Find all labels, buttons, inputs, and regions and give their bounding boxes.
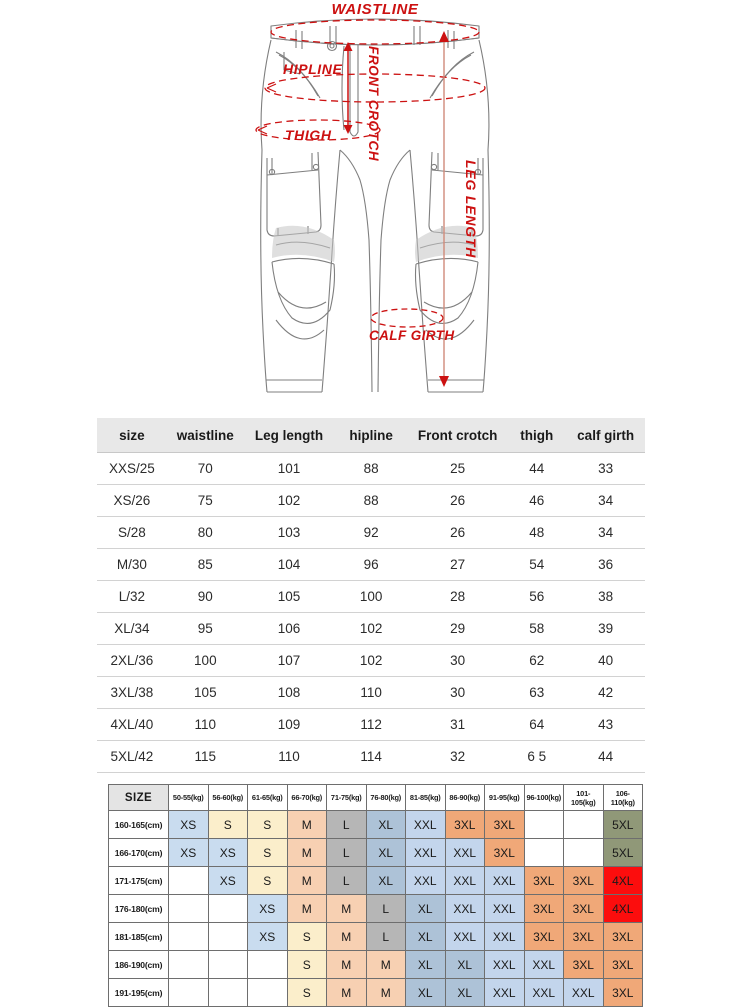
height-row-label: 181-185(cm) xyxy=(109,923,169,951)
cell-hipline: 114 xyxy=(334,741,408,773)
weight-column-header: 101-105(kg) xyxy=(564,785,604,811)
size-cell: 3XL xyxy=(485,839,525,867)
cell-size: 5XL/42 xyxy=(97,741,167,773)
cell-calf-girth: 33 xyxy=(566,453,645,485)
size-cell: 3XL xyxy=(485,811,525,839)
cell-waistline: 110 xyxy=(167,709,244,741)
label-front-crotch: FRONT CROTCH xyxy=(366,46,381,162)
size-cell: XXL xyxy=(406,839,446,867)
size-cell: XL xyxy=(445,979,485,1007)
height-row-label: 191-195(cm) xyxy=(109,979,169,1007)
col-header-calf-girth: calf girth xyxy=(566,418,645,453)
size-cell: 4XL xyxy=(603,867,643,895)
size-cell: XL xyxy=(406,951,446,979)
height-row-label: 166-170(cm) xyxy=(109,839,169,867)
cell-front-crotch: 28 xyxy=(408,581,507,613)
size-cell-empty xyxy=(564,811,604,839)
size-cell: XL xyxy=(366,867,406,895)
cell-calf-girth: 40 xyxy=(566,645,645,677)
size-matrix-row xyxy=(109,923,643,951)
cell-thigh: 48 xyxy=(507,517,566,549)
size-cell: XXL xyxy=(406,867,446,895)
cell-size: XL/34 xyxy=(97,613,167,645)
size-cell-empty xyxy=(169,923,209,951)
size-cell: 3XL xyxy=(603,923,643,951)
cell-thigh: 6 5 xyxy=(507,741,566,773)
size-cell: XXL xyxy=(445,839,485,867)
size-matrix-row xyxy=(109,979,643,1007)
cell-hipline: 96 xyxy=(334,549,408,581)
size-matrix-body xyxy=(109,811,643,1007)
size-cell: M xyxy=(327,895,367,923)
table-row xyxy=(97,709,645,741)
size-cell: M xyxy=(287,895,327,923)
size-matrix-container xyxy=(108,784,643,1007)
size-cell: XS xyxy=(248,895,288,923)
size-cell: L xyxy=(327,867,367,895)
table-row xyxy=(97,453,645,485)
cell-hipline: 92 xyxy=(334,517,408,549)
cell-leg-length: 103 xyxy=(244,517,334,549)
size-cell: XS xyxy=(169,811,209,839)
cell-hipline: 88 xyxy=(334,453,408,485)
size-cell: 3XL xyxy=(564,923,604,951)
cell-calf-girth: 36 xyxy=(566,549,645,581)
cell-size: L/32 xyxy=(97,581,167,613)
size-cell: L xyxy=(327,839,367,867)
cell-hipline: 110 xyxy=(334,677,408,709)
size-cell-empty xyxy=(524,811,564,839)
cell-thigh: 56 xyxy=(507,581,566,613)
cell-size: XXS/25 xyxy=(97,453,167,485)
cell-size: XS/26 xyxy=(97,485,167,517)
col-header-thigh: thigh xyxy=(507,418,566,453)
size-matrix-row xyxy=(109,951,643,979)
size-cell-empty xyxy=(169,895,209,923)
weight-column-header: 56-60(kg) xyxy=(208,785,248,811)
size-cell: M xyxy=(327,951,367,979)
label-leg-length: LEG LENGTH xyxy=(463,160,479,259)
size-cell-empty xyxy=(169,979,209,1007)
cell-leg-length: 106 xyxy=(244,613,334,645)
size-cell: S xyxy=(287,979,327,1007)
size-cell-empty xyxy=(208,979,248,1007)
size-cell: 3XL xyxy=(564,867,604,895)
size-cell: XS xyxy=(248,923,288,951)
size-cell: 3XL xyxy=(524,923,564,951)
size-cell: 3XL xyxy=(564,895,604,923)
col-header-front-crotch: Front crotch xyxy=(408,418,507,453)
table-row xyxy=(97,581,645,613)
size-cell-empty xyxy=(169,867,209,895)
cell-calf-girth: 38 xyxy=(566,581,645,613)
cell-leg-length: 101 xyxy=(244,453,334,485)
size-cell: M xyxy=(287,811,327,839)
cell-calf-girth: 42 xyxy=(566,677,645,709)
table-row xyxy=(97,485,645,517)
size-matrix-row xyxy=(109,867,643,895)
size-cell: XXL xyxy=(445,895,485,923)
height-row-label: 171-175(cm) xyxy=(109,867,169,895)
cell-hipline: 102 xyxy=(334,613,408,645)
size-cell: XXL xyxy=(445,867,485,895)
table-row xyxy=(97,517,645,549)
table-row xyxy=(97,741,645,773)
size-cell: XXL xyxy=(445,923,485,951)
label-waistline: WAISTLINE xyxy=(331,1,419,18)
size-cell-empty xyxy=(208,895,248,923)
size-cell: XL xyxy=(406,895,446,923)
size-cell: 3XL xyxy=(564,951,604,979)
cell-waistline: 75 xyxy=(167,485,244,517)
col-header-waistline: waistline xyxy=(167,418,244,453)
size-cell: L xyxy=(366,895,406,923)
cell-waistline: 105 xyxy=(167,677,244,709)
size-cell: L xyxy=(366,923,406,951)
size-matrix-row xyxy=(109,811,643,839)
size-cell: XXL xyxy=(564,979,604,1007)
size-cell: XL xyxy=(366,839,406,867)
weight-column-header: 61-65(kg) xyxy=(248,785,288,811)
size-cell: XL xyxy=(406,923,446,951)
weight-column-header: 86-90(kg) xyxy=(445,785,485,811)
size-matrix-table xyxy=(108,784,643,1007)
cell-size: 4XL/40 xyxy=(97,709,167,741)
cell-waistline: 100 xyxy=(167,645,244,677)
cell-thigh: 62 xyxy=(507,645,566,677)
size-cell: XXL xyxy=(485,979,525,1007)
cell-leg-length: 107 xyxy=(244,645,334,677)
size-cell: XS xyxy=(208,839,248,867)
measurement-table xyxy=(97,418,645,773)
cell-calf-girth: 44 xyxy=(566,741,645,773)
size-cell: XXL xyxy=(485,923,525,951)
cell-front-crotch: 26 xyxy=(408,517,507,549)
label-hipline: HIPLINE xyxy=(283,61,343,77)
height-row-label: 160-165(cm) xyxy=(109,811,169,839)
weight-column-header: 76-80(kg) xyxy=(366,785,406,811)
cell-front-crotch: 29 xyxy=(408,613,507,645)
measurement-header-row xyxy=(97,418,645,453)
size-cell: XXL xyxy=(406,811,446,839)
cell-calf-girth: 39 xyxy=(566,613,645,645)
cell-thigh: 46 xyxy=(507,485,566,517)
size-cell: XL xyxy=(445,951,485,979)
size-cell-empty xyxy=(248,951,288,979)
size-cell-empty xyxy=(208,951,248,979)
size-cell: S xyxy=(287,951,327,979)
size-cell: 3XL xyxy=(524,895,564,923)
size-cell: L xyxy=(327,811,367,839)
weight-column-header: 66-70(kg) xyxy=(287,785,327,811)
col-header-hipline: hipline xyxy=(334,418,408,453)
cell-calf-girth: 34 xyxy=(566,485,645,517)
cell-thigh: 63 xyxy=(507,677,566,709)
size-cell: 3XL xyxy=(603,951,643,979)
size-cell: M xyxy=(366,951,406,979)
pants-measurement-diagram xyxy=(0,0,750,400)
weight-column-header: 106-110(kg) xyxy=(603,785,643,811)
size-cell: XXL xyxy=(524,979,564,1007)
size-matrix-row xyxy=(109,895,643,923)
cell-waistline: 80 xyxy=(167,517,244,549)
cell-leg-length: 104 xyxy=(244,549,334,581)
size-cell-empty xyxy=(248,979,288,1007)
size-cell: 5XL xyxy=(603,811,643,839)
cell-front-crotch: 30 xyxy=(408,677,507,709)
cell-front-crotch: 26 xyxy=(408,485,507,517)
size-cell: XL xyxy=(366,811,406,839)
cell-hipline: 112 xyxy=(334,709,408,741)
size-cell-empty xyxy=(169,951,209,979)
pants-illustration xyxy=(0,0,750,400)
size-cell-empty xyxy=(564,839,604,867)
cell-hipline: 100 xyxy=(334,581,408,613)
col-header-size: size xyxy=(97,418,167,453)
cell-thigh: 54 xyxy=(507,549,566,581)
size-cell: XXL xyxy=(524,951,564,979)
size-cell: XXL xyxy=(485,895,525,923)
col-header-leg-length: Leg length xyxy=(244,418,334,453)
weight-column-header: 50-55(kg) xyxy=(169,785,209,811)
size-cell: M xyxy=(327,979,367,1007)
cell-thigh: 44 xyxy=(507,453,566,485)
size-cell: 5XL xyxy=(603,839,643,867)
cell-thigh: 58 xyxy=(507,613,566,645)
table-row xyxy=(97,677,645,709)
size-cell: M xyxy=(366,979,406,1007)
size-cell-empty xyxy=(208,923,248,951)
cell-calf-girth: 43 xyxy=(566,709,645,741)
size-cell: 3XL xyxy=(603,979,643,1007)
cell-waistline: 85 xyxy=(167,549,244,581)
size-matrix-corner-label: SIZE xyxy=(109,785,169,811)
measurement-table-container xyxy=(97,418,645,773)
cell-hipline: 102 xyxy=(334,645,408,677)
cell-size: 3XL/38 xyxy=(97,677,167,709)
size-cell: M xyxy=(287,839,327,867)
label-thigh: THIGH xyxy=(285,127,332,143)
size-cell: XL xyxy=(406,979,446,1007)
cell-leg-length: 105 xyxy=(244,581,334,613)
cell-front-crotch: 25 xyxy=(408,453,507,485)
measurement-body xyxy=(97,453,645,773)
cell-front-crotch: 32 xyxy=(408,741,507,773)
size-cell: S xyxy=(248,867,288,895)
cell-leg-length: 109 xyxy=(244,709,334,741)
weight-column-header: 96-100(kg) xyxy=(524,785,564,811)
size-cell: XXL xyxy=(485,867,525,895)
weight-column-header: 81-85(kg) xyxy=(406,785,446,811)
table-row xyxy=(97,613,645,645)
size-cell: XS xyxy=(208,867,248,895)
size-cell: 3XL xyxy=(445,811,485,839)
size-matrix-row xyxy=(109,839,643,867)
cell-leg-length: 102 xyxy=(244,485,334,517)
weight-column-header: 91-95(kg) xyxy=(485,785,525,811)
size-cell: S xyxy=(248,839,288,867)
cell-size: 2XL/36 xyxy=(97,645,167,677)
cell-hipline: 88 xyxy=(334,485,408,517)
cell-size: S/28 xyxy=(97,517,167,549)
table-row xyxy=(97,645,645,677)
size-cell: XXL xyxy=(485,951,525,979)
cell-waistline: 70 xyxy=(167,453,244,485)
cell-size: M/30 xyxy=(97,549,167,581)
cell-waistline: 90 xyxy=(167,581,244,613)
cell-waistline: 115 xyxy=(167,741,244,773)
cell-calf-girth: 34 xyxy=(566,517,645,549)
size-cell: 4XL xyxy=(603,895,643,923)
size-cell: M xyxy=(327,923,367,951)
height-row-label: 186-190(cm) xyxy=(109,951,169,979)
size-cell: M xyxy=(287,867,327,895)
height-row-label: 176-180(cm) xyxy=(109,895,169,923)
size-cell: S xyxy=(287,923,327,951)
size-matrix-header-row xyxy=(109,785,643,811)
cell-front-crotch: 31 xyxy=(408,709,507,741)
size-cell: 3XL xyxy=(524,867,564,895)
size-cell: S xyxy=(208,811,248,839)
size-cell: XS xyxy=(169,839,209,867)
table-row xyxy=(97,549,645,581)
weight-column-header: 71-75(kg) xyxy=(327,785,367,811)
cell-front-crotch: 27 xyxy=(408,549,507,581)
cell-leg-length: 110 xyxy=(244,741,334,773)
cell-leg-length: 108 xyxy=(244,677,334,709)
cell-waistline: 95 xyxy=(167,613,244,645)
label-calf-girth: CALF GIRTH xyxy=(369,328,455,343)
cell-thigh: 64 xyxy=(507,709,566,741)
cell-front-crotch: 30 xyxy=(408,645,507,677)
size-cell: S xyxy=(248,811,288,839)
size-cell-empty xyxy=(524,839,564,867)
